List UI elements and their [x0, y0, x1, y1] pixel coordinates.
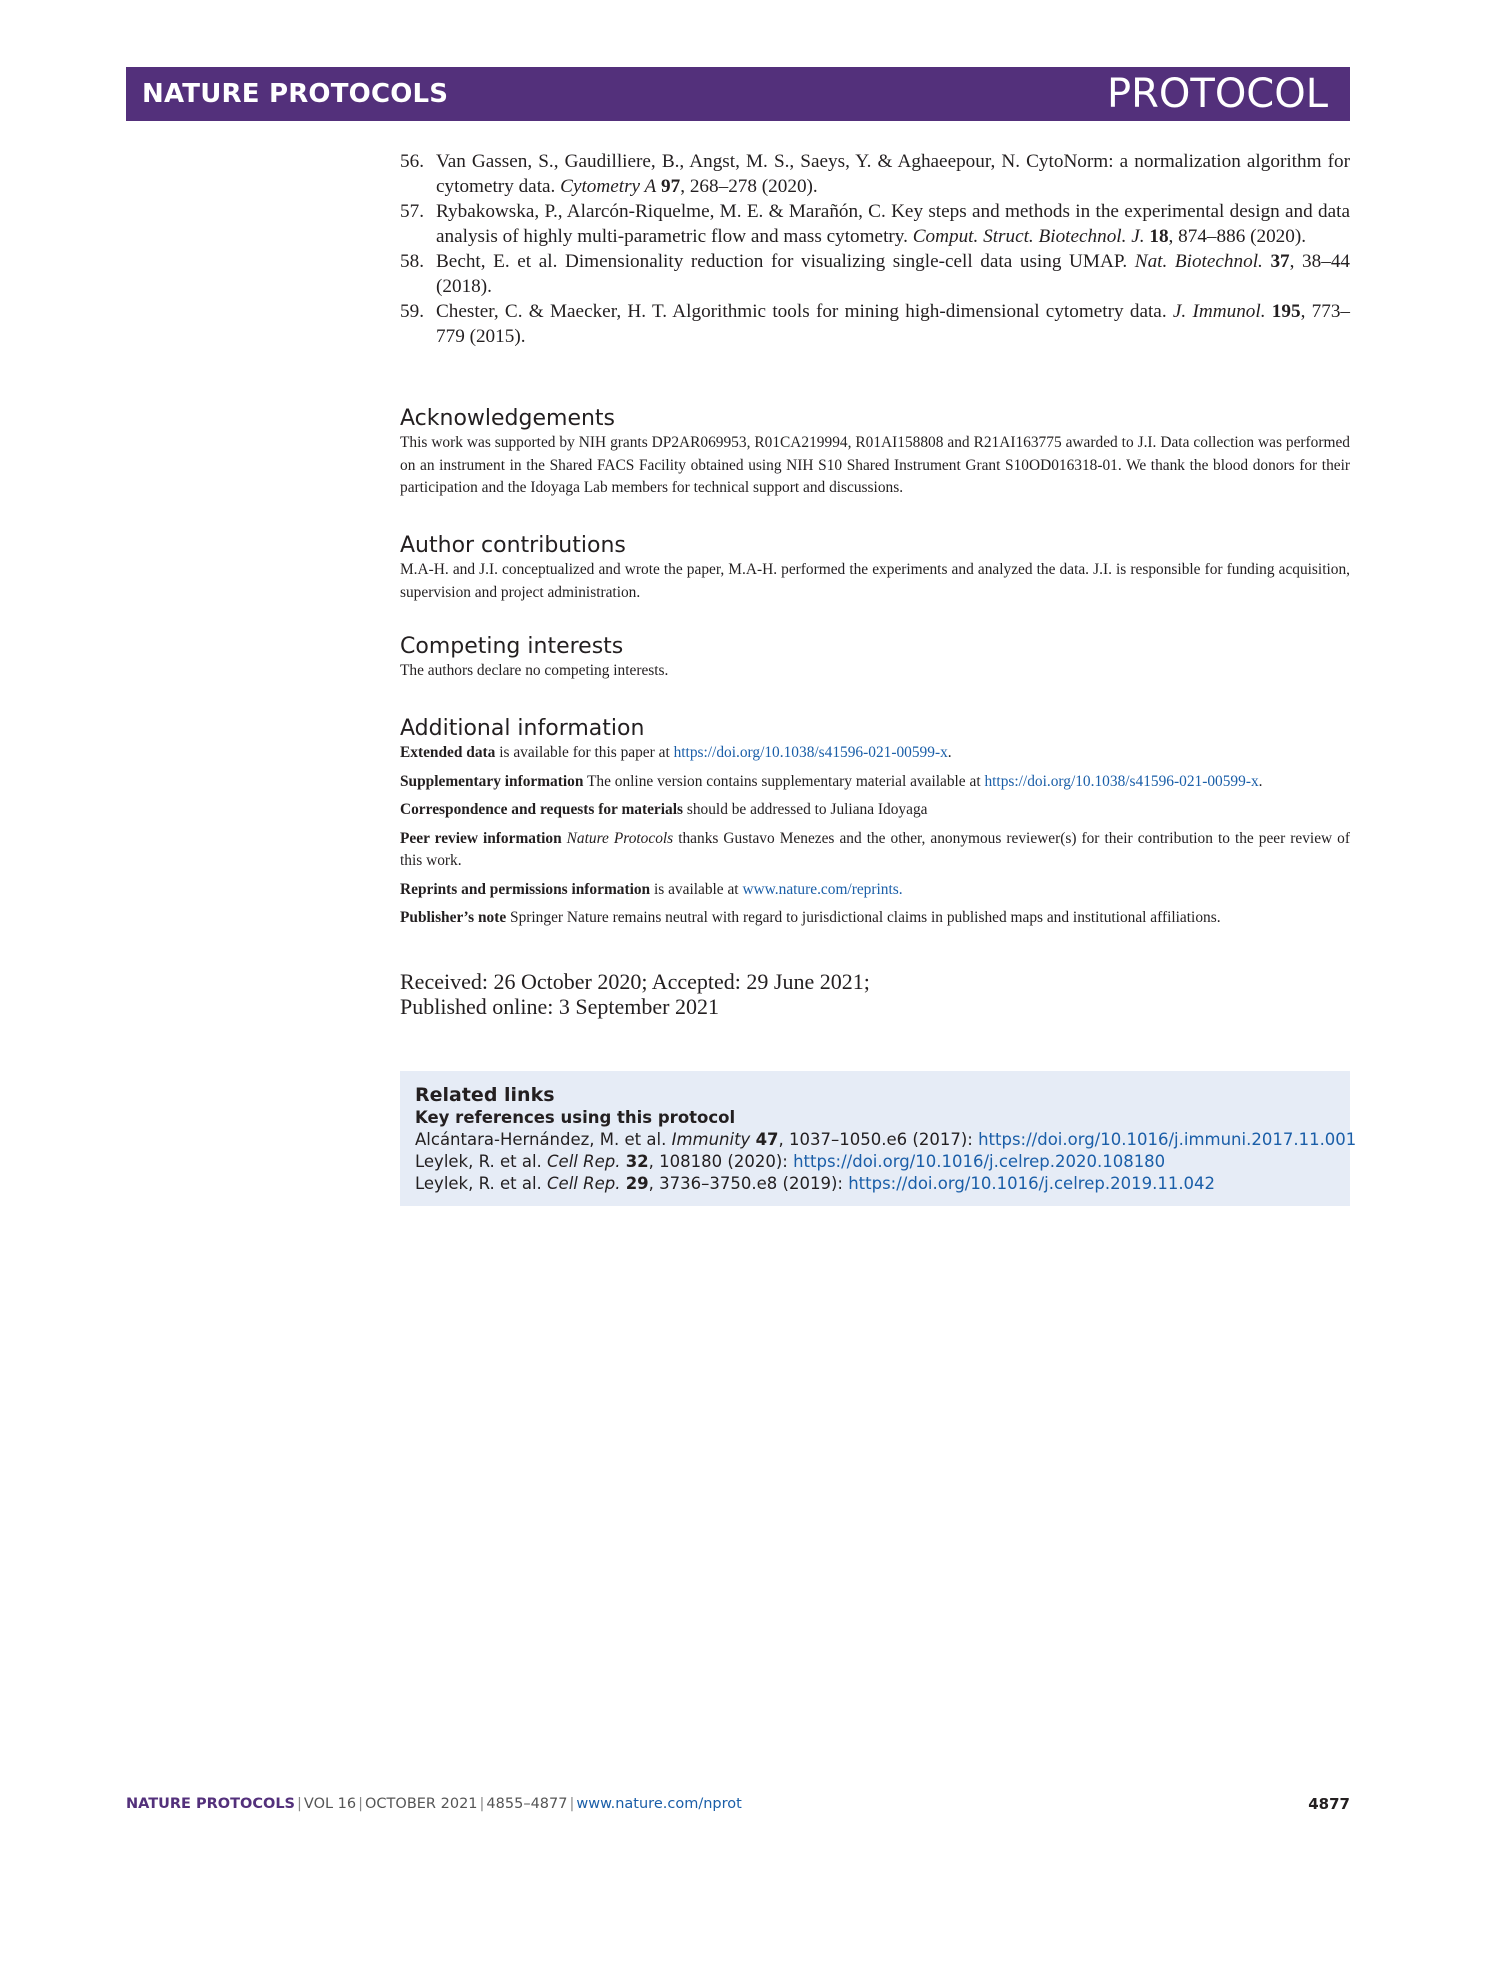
footer-separator: |: [569, 1796, 575, 1812]
related-link-journal: Cell Rep.: [547, 1174, 621, 1193]
footer-separator: |: [358, 1796, 364, 1812]
author-contributions-text: M.A-H. and J.I. conceptualized and wrote the paper, M.A-H. performed the experiments and analyzed the data. J.I. is responsible for funding acquisition, supervision and project administration.: [400, 561, 1350, 601]
related-link-url[interactable]: https://doi.org/10.1016/j.celrep.2020.108180: [793, 1152, 1166, 1171]
correspondence-label: Correspondence and requests for materials: [400, 801, 683, 818]
reference-journal: J. Immunol.: [1172, 301, 1266, 322]
reference-number: 59.: [400, 301, 424, 322]
footer-separator: |: [479, 1796, 485, 1812]
reprints-link[interactable]: www.nature.com/reprints.: [742, 880, 903, 898]
reference-volume: 37: [1270, 251, 1290, 272]
section-heading: Additional information: [400, 716, 645, 741]
peer-review-journal: Nature Protocols: [566, 829, 674, 847]
reference-text: Chester, C. & Maecker, H. T. Algorithmic tools for mining high-dimensional cytometry data.: [436, 301, 1173, 322]
extended-data-line: Extended data is available for this paper at https://doi.org/10.1038/s41596-021-00599-x.: [400, 744, 952, 761]
peer-review-line: [400, 828, 1350, 873]
correspondence-text: should be addressed to Juliana Idoyaga: [683, 801, 928, 818]
peer-review-label: Peer review information: [400, 829, 562, 847]
publisher-note-text: Springer Nature remains neutral with regard to jurisdictional claims in published maps and institutional affiliations.: [506, 909, 1221, 926]
reference-journal: Cytometry A: [560, 175, 657, 197]
reference-journal: Comput. Struct. Biotechnol. J.: [912, 225, 1145, 247]
additional-information-section: [400, 716, 1350, 936]
published-date: Published online: 3 September 2021: [400, 994, 719, 1019]
reference-text: Rybakowska, P., Alarcón-Riquelme, M. E. & Marañón, C. Key steps and methods in the experimental design and data analysis of highly multi-parametric flow and mass cytometry.: [436, 201, 1350, 247]
related-link-authors: Leylek, R. et al.: [415, 1174, 548, 1193]
related-links-heading: Related links: [415, 1084, 555, 1106]
reference-pages: , 38–44 (2018).: [436, 251, 1350, 297]
related-link-pages: , 108180 (2020):: [648, 1152, 794, 1171]
peer-review-text: thanks Gustavo Menezes and the other, anonymous reviewer(s) for their contribution to the peer review of this work.: [400, 829, 1351, 869]
reference-number: 57.: [400, 201, 424, 222]
related-link-url[interactable]: https://doi.org/10.1016/j.immuni.2017.11.001: [978, 1130, 1357, 1149]
competing-interests-text: The authors declare no competing interests.: [400, 662, 669, 679]
related-link-authors: Alcántara-Hernández, M. et al.: [415, 1130, 672, 1149]
received-accepted-dates: Received: 26 October 2020; Accepted: 29 June 2021;: [400, 969, 870, 994]
acknowledgements-section: [400, 406, 1350, 500]
competing-interests-section: [400, 634, 1350, 683]
extended-data-link[interactable]: https://doi.org/10.1038/s41596-021-00599-x: [673, 744, 948, 761]
page-footer: [126, 1795, 742, 1813]
publisher-note-line: [400, 907, 1350, 930]
footer-journal: NATURE PROTOCOLS: [126, 1796, 296, 1812]
related-link-volume: 29: [625, 1174, 649, 1193]
related-links-box: [400, 1071, 1357, 1206]
supplementary-link[interactable]: https://doi.org/10.1038/s41596-021-00599-x: [984, 772, 1259, 790]
article-type: PROTOCOL: [1106, 71, 1328, 117]
footer-url-link[interactable]: www.nature.com/nprot: [576, 1796, 742, 1812]
journal-name: NATURE PROTOCOLS: [142, 79, 449, 109]
related-link-item: [415, 1173, 1215, 1194]
acknowledgements-text: This work was supported by NIH grants DP2AR069953, R01CA219994, R01AI158808 and R21AI163775 awarded to J.I. Data collection was performed on an instrument in the Shared FACS Facility obtained using NIH S10 Shared Instrument Grant S10OD016318-01. We thank the blood donors for their participation and the Idoyaga Lab members for technical support and discussions.: [400, 434, 1350, 496]
reference-volume: 97: [661, 175, 681, 197]
reference-volume: 195: [1271, 301, 1301, 322]
related-link-url[interactable]: https://doi.org/10.1016/j.celrep.2019.11.042: [848, 1174, 1216, 1193]
journal-header-bar: [126, 67, 1350, 121]
reference-item: [400, 300, 1350, 349]
footer-date: OCTOBER 2021: [365, 1796, 478, 1812]
reprints-text: is available at: [650, 880, 743, 898]
publisher-note-label: Publisher’s note: [400, 909, 507, 926]
author-contributions-section: [400, 533, 1350, 604]
reference-volume: 18: [1149, 225, 1169, 247]
reference-number: 56.: [400, 151, 424, 172]
section-heading: Acknowledgements: [400, 406, 616, 431]
reference-number: 58.: [400, 251, 424, 272]
reference-text: Becht, E. et al. Dimensionality reduction for visualizing single-cell data using UMAP.: [436, 251, 1135, 272]
related-link-pages: , 1037–1050.e6 (2017):: [778, 1130, 979, 1149]
related-link-item: [415, 1129, 1356, 1150]
reference-pages: , 874–886 (2020).: [1168, 225, 1307, 247]
supplementary-line: Supplementary information The online version contains supplementary material available at https://doi.org/10.1038/s41596-021-00599-x.: [400, 772, 1263, 790]
reference-text: Van Gassen, S., Gaudilliere, B., Angst, M. S., Saeys, Y. & Aghaeepour, N. CytoNorm: a normalization algorithm for cytometry data.: [436, 151, 1350, 197]
article-dates: [400, 969, 870, 1019]
reprints-label: Reprints and permissions information: [400, 880, 651, 898]
footer-separator: |: [297, 1796, 302, 1812]
reference-pages: , 773–779 (2015).: [436, 301, 1351, 347]
reprints-line: [400, 879, 1350, 902]
reference-pages: , 268–278 (2020).: [680, 175, 818, 197]
section-heading: Author contributions: [400, 533, 626, 558]
reference-item: [400, 200, 1350, 249]
related-link-item: [415, 1151, 1165, 1172]
footer-volume: VOL 16: [303, 1796, 357, 1812]
related-link-journal: Cell Rep.: [547, 1152, 621, 1171]
related-links-subheading: Key references using this protocol: [415, 1108, 736, 1127]
page-number: 4877: [1308, 1795, 1350, 1813]
reference-journal: Nat. Biotechnol.: [1134, 251, 1263, 272]
section-heading: Competing interests: [400, 634, 624, 659]
related-link-authors: Leylek, R. et al.: [415, 1152, 548, 1171]
related-link-volume: 47: [755, 1130, 779, 1149]
reference-item: [400, 150, 1350, 199]
extended-data-label: Extended data: [400, 744, 496, 761]
supplementary-label: Supplementary information: [400, 772, 584, 790]
reference-list: [400, 150, 1350, 350]
reference-item: [400, 250, 1350, 299]
footer-pages: 4855–4877: [486, 1796, 568, 1812]
supplementary-text: The online version contains supplementary material available at: [583, 772, 985, 790]
correspondence-line: [400, 799, 1350, 822]
related-link-journal: Immunity: [671, 1130, 751, 1149]
related-link-volume: 32: [625, 1152, 649, 1171]
related-link-pages: , 3736–3750.e8 (2019):: [648, 1174, 849, 1193]
extended-data-text: is available for this paper at: [495, 744, 674, 761]
